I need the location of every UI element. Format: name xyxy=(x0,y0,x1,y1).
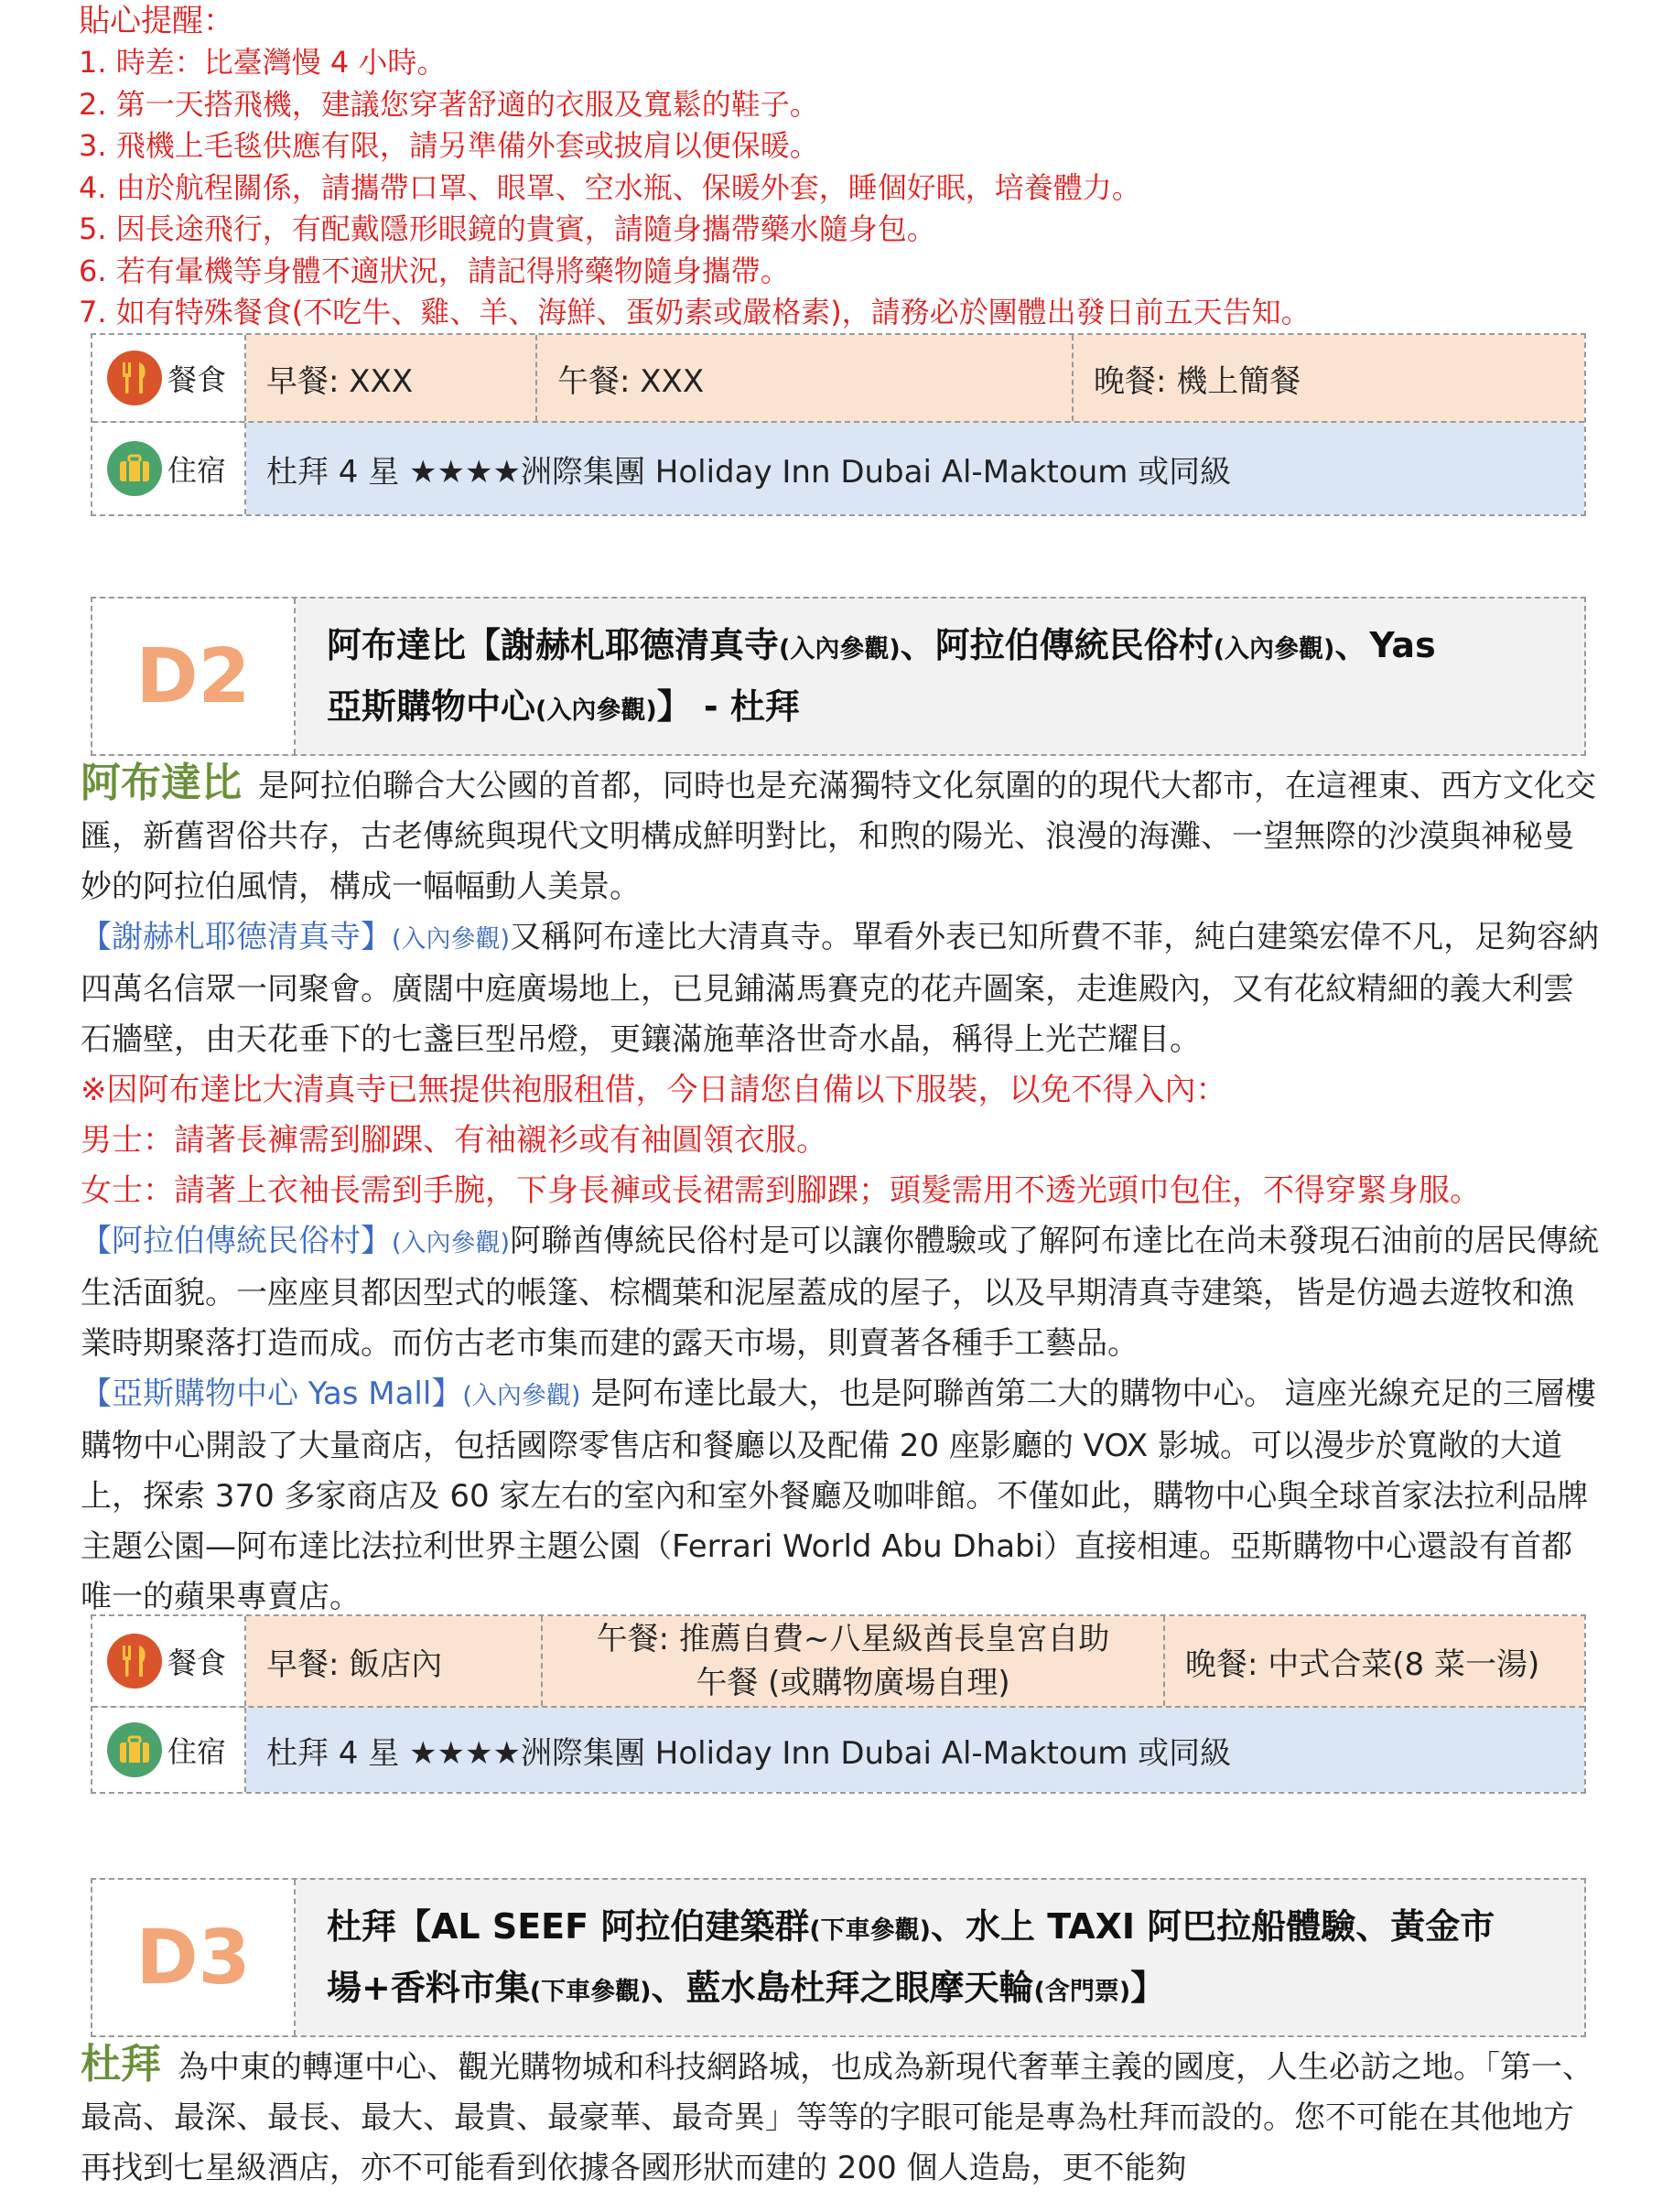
day2-body xyxy=(81,758,1600,1623)
village-title: 【阿拉伯傳統民俗村】 xyxy=(81,1223,392,1259)
lunch-line: 午餐 (或購物廣場自理) xyxy=(696,1665,1010,1701)
intro-lead: 杜拜 xyxy=(81,2041,161,2088)
tip-item: 7. 如有特殊餐食(不吃牛、雞、羊、海鮮、蛋奶素或嚴格素)，請務必於團體出發日前五天告知。 xyxy=(79,295,1311,329)
mosque-text: 又稱阿布達比大清真寺。單看外表已知所費不菲，純白建築宏偉不凡，足夠容納四萬名信眾一同聚會。廣闊中庭廣場地上，已見鋪滿馬賽克的花卉圖案，走進殿內，又有花紋精細的義大利雲石牆壁，由天花垂下的七盞巨型吊燈，更鑲滿施華洛世奇水晶，稱得上光芒耀目。 xyxy=(81,919,1600,1058)
meals-label: 餐食 xyxy=(167,1646,227,1680)
village-text: 阿聯酋傳統民俗村是可以讓你體驗或了解阿布達比在尚未發現石油前的居民傳統生活面貌。一座座貝都因型式的帳篷、棕櫚葉和泥屋蓋成的屋子，以及早期清真寺建築，皆是仿過去遊牧和漁業時期聚落打造而成。而仿古老市集而建的露天市場，則賣著各種手工藝品。 xyxy=(81,1223,1600,1362)
title-part: 場+香料市集 xyxy=(327,1968,530,2008)
day1-info-table xyxy=(91,333,1586,516)
fork-knife-icon xyxy=(107,351,162,405)
meals-label-cell xyxy=(92,1616,246,1706)
day-title xyxy=(296,599,1584,754)
suitcase-icon xyxy=(107,1722,162,1777)
meals-label-cell xyxy=(92,335,246,421)
intro-lead: 阿布達比 xyxy=(81,760,242,806)
tip-item: 1. 時差：比臺灣慢 4 小時。 xyxy=(79,45,447,80)
tips-heading: 貼心提醒： xyxy=(79,3,234,39)
dress-notice: ※因阿布達比大清真寺已無提供袍服租借，今日請您自備以下服裝，以免不得入內： xyxy=(81,1072,1227,1108)
day-number: D2 xyxy=(92,599,296,754)
day3-body xyxy=(81,2039,1600,2194)
lunch-cell: 午餐: XXX xyxy=(537,335,1074,421)
dress-men: 男士：請著長褲需到腳踝、有袖襯衫或有袖圓領衣服。 xyxy=(81,1122,827,1159)
title-part: 阿布達比【謝赫札耶德清真寺 xyxy=(327,625,780,665)
meals-row xyxy=(92,1616,1584,1708)
stay-label: 住宿 xyxy=(167,453,227,488)
village-paragraph xyxy=(81,1216,1600,1369)
mosque-name xyxy=(81,919,510,955)
mall-note: (入內參觀) xyxy=(462,1382,581,1410)
day-title xyxy=(296,1880,1584,2035)
title-part: 、阿拉伯傳統民俗村 xyxy=(900,625,1214,665)
mosque-note: (入內參觀) xyxy=(392,925,511,954)
tip-item: 3. 飛機上毛毯供應有限，請另準備外套或披肩以便保暖。 xyxy=(79,128,819,163)
mosque-paragraph xyxy=(81,912,1600,1065)
hotel-cell: 杜拜 4 星 ★★★★洲際集團 Holiday Inn Dubai Al-Maktoum 或同級 xyxy=(246,423,1584,514)
dress-women: 女士：請著上衣袖長需到手腕，下身長褲或長裙需到腳踝；頭髮需用不透光頭巾包住，不得穿緊身服。 xyxy=(81,1172,1481,1209)
lunch-cell xyxy=(543,1616,1165,1706)
intro-text: 是阿拉伯聯合大公國的首都，同時也是充滿獨特文化氛圍的的現代大都市，在這裡東、西方文化交匯，新舊習俗共存，古老傳統與現代文明構成鮮明對比，和煦的陽光、浪漫的海灘、一望無際的沙漠與神秘曼妙的阿拉伯風情，構成一幅幅動人美景。 xyxy=(81,768,1596,905)
mall-title: 【亞斯購物中心 Yas Mall】 xyxy=(81,1376,463,1412)
breakfast-cell: 早餐: 飯店內 xyxy=(246,1616,543,1706)
mosque-title: 【謝赫札耶德清真寺】 xyxy=(81,919,392,955)
title-note: (下車參觀) xyxy=(529,1978,652,2006)
stay-label: 住宿 xyxy=(167,1734,227,1769)
meals-row xyxy=(92,335,1584,423)
day-number: D3 xyxy=(92,1880,296,2035)
hotel-cell: 杜拜 4 星 ★★★★洲際集團 Holiday Inn Dubai Al-Maktoum 或同級 xyxy=(246,1708,1584,1792)
mall-paragraph xyxy=(81,1369,1600,1623)
intro-text: 為中東的轉運中心、觀光購物城和科技網路城，也成為新現代奢華主義的國度，人生必訪之地。「第一、最高、最深、最長、最大、最貴、最豪華、最奇異」等等的字眼可能是專為杜拜而設的。您不可能在其他地方再找到七星級酒店，亦不可能看到依據各國形狀而建的 200 個人造島，更不能夠 xyxy=(81,2049,1593,2186)
title-note: (入內參觀) xyxy=(535,696,657,725)
tip-item: 5. 因長途飛行，有配戴隱形眼鏡的貴賓，請隨身攜帶藥水隨身包。 xyxy=(79,211,936,246)
title-part: 、藍水島杜拜之眼摩天輪 xyxy=(651,1968,1034,2008)
title-part: 亞斯購物中心 xyxy=(327,686,536,727)
title-part: 杜拜【AL SEEF 阿拉伯建築群 xyxy=(327,1906,810,1947)
dinner-cell: 晚餐: 中式合菜(8 菜一湯) xyxy=(1165,1616,1584,1706)
dinner-cell: 晚餐: 機上簡餐 xyxy=(1074,335,1584,421)
stay-label-cell xyxy=(92,423,246,514)
village-name xyxy=(81,1223,510,1259)
tip-item: 4. 由於航程關係，請攜帶口罩、眼罩、空水瓶、保暖外套，睡個好眠，培養體力。 xyxy=(79,169,1141,205)
title-part: 】 xyxy=(1130,1968,1166,2008)
day2-header xyxy=(91,597,1586,756)
title-part: 、Yas xyxy=(1334,625,1436,665)
stay-label-cell xyxy=(92,1708,246,1792)
fork-knife-icon xyxy=(107,1634,162,1689)
day3-header xyxy=(91,1878,1586,2037)
suitcase-icon xyxy=(107,441,162,496)
tip-item: 6. 若有暈機等身體不適狀況，請記得將藥物隨身攜帶。 xyxy=(79,253,790,288)
village-note: (入內參觀) xyxy=(392,1229,511,1257)
lunch-line: 午餐: 推薦自費~八星級酋長皇宮自助 xyxy=(596,1621,1110,1657)
mall-name xyxy=(81,1376,580,1412)
breakfast-cell: 早餐: XXX xyxy=(246,335,537,421)
tip-item: 2. 第一天搭飛機，建議您穿著舒適的衣服及寬鬆的鞋子。 xyxy=(79,86,819,122)
title-part: 、水上 TAXI 阿巴拉船體驗、黃金市 xyxy=(931,1906,1495,1947)
title-note: (下車參觀) xyxy=(809,1916,932,1945)
title-note: (入內參觀) xyxy=(779,635,901,664)
stay-row xyxy=(92,423,1584,514)
meals-label: 餐食 xyxy=(167,362,227,397)
day2-info-table xyxy=(91,1614,1586,1794)
travel-tips xyxy=(79,0,1598,334)
stay-row xyxy=(92,1708,1584,1792)
dubai-intro xyxy=(81,2039,1600,2194)
title-note: (含門票) xyxy=(1033,1978,1131,2006)
title-note: (入內參觀) xyxy=(1213,635,1335,664)
mall-text: 是阿布達比最大，也是阿聯酋第二大的購物中心。 這座光線充足的三層樓購物中心開設了大量商店，包括國際零售店和餐廳以及配備 20 座影廳的 VOX 影城。可以漫步於寬敞的大道上，探索 370 多家商店及 60 家左右的室內和室外餐廳及咖啡館。不僅如此，購物中心與全球首家法拉利品牌主題公園—阿布達比法拉利世界主題公園（Ferrari World Abu Dhabi）直接相連。亞斯購物中心還設有首都唯一的蘋果專賣店。 xyxy=(81,1376,1597,1615)
title-part: 】 - 杜拜 xyxy=(656,686,800,727)
abu-dhabi-intro xyxy=(81,758,1600,912)
